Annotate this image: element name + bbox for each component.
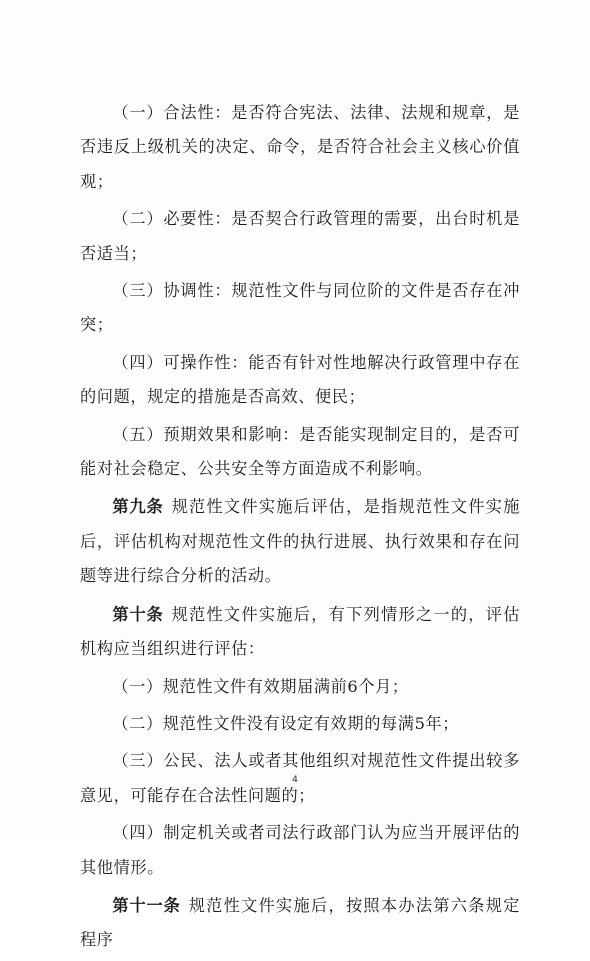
list-item-expiry — [80, 670, 520, 704]
document-body — [80, 96, 520, 961]
article-number: 第九条 — [112, 497, 164, 517]
paragraph-text: （三）公民、法人或者其他组织对规范性文件提出较多意见，可能存在合法性问题的； — [80, 751, 520, 805]
paragraph-text: 规范性文件实施后评估，是指规范性文件实施后，评估机构对规范性文件的执行进展、执行效果和存在问题等进行综合分析的活动。 — [80, 497, 520, 586]
paragraph-text: （一）合法性：是否符合宪法、法律、法规和规章，是否违反上级机关的决定、命令，是否符合社会主义核心价值观； — [80, 103, 520, 191]
item-coordination — [80, 274, 520, 343]
paragraph-text: （二）规范性文件没有设定有效期的每满5年； — [112, 713, 460, 733]
article-10 — [80, 598, 520, 667]
item-expected-effect — [80, 418, 520, 487]
item-operability — [80, 346, 520, 415]
paragraph-text: （四）制定机关或者司法行政部门认为应当开展评估的其他情形。 — [80, 823, 520, 877]
paragraph-text: 规范性文件实施后，有下列情形之一的，评估机构应当组织进行评估： — [80, 604, 520, 659]
item-legality — [80, 96, 520, 199]
page-number: 4 — [292, 775, 298, 785]
list-item-other-cases — [80, 816, 520, 885]
paragraph-text: （五）预期效果和影响：是否能实现制定目的，是否可能对社会稳定、公共安全等方面造成不利影响。 — [80, 424, 520, 479]
paragraph-text: （四）可操作性：能否有针对性地解决行政管理中存在的问题，规定的措施是否高效、便民； — [80, 352, 520, 407]
paragraph-text: （一）规范性文件有效期届满前6个月； — [112, 676, 409, 696]
paragraph-text: （二）必要性：是否契合行政管理的需要，出台时机是否适当； — [80, 209, 520, 263]
paragraph-text: （三）协调性：规范性文件与同位阶的文件是否存在冲突； — [80, 281, 520, 335]
article-11 — [80, 889, 520, 958]
article-9 — [80, 490, 520, 593]
item-necessity — [80, 202, 520, 271]
article-number: 第十条 — [112, 604, 164, 624]
paragraph-text: 规范性文件实施后，按照本办法第六条规定程序 — [80, 895, 520, 950]
list-item-five-years — [80, 707, 520, 741]
article-number: 第十一条 — [112, 895, 181, 915]
